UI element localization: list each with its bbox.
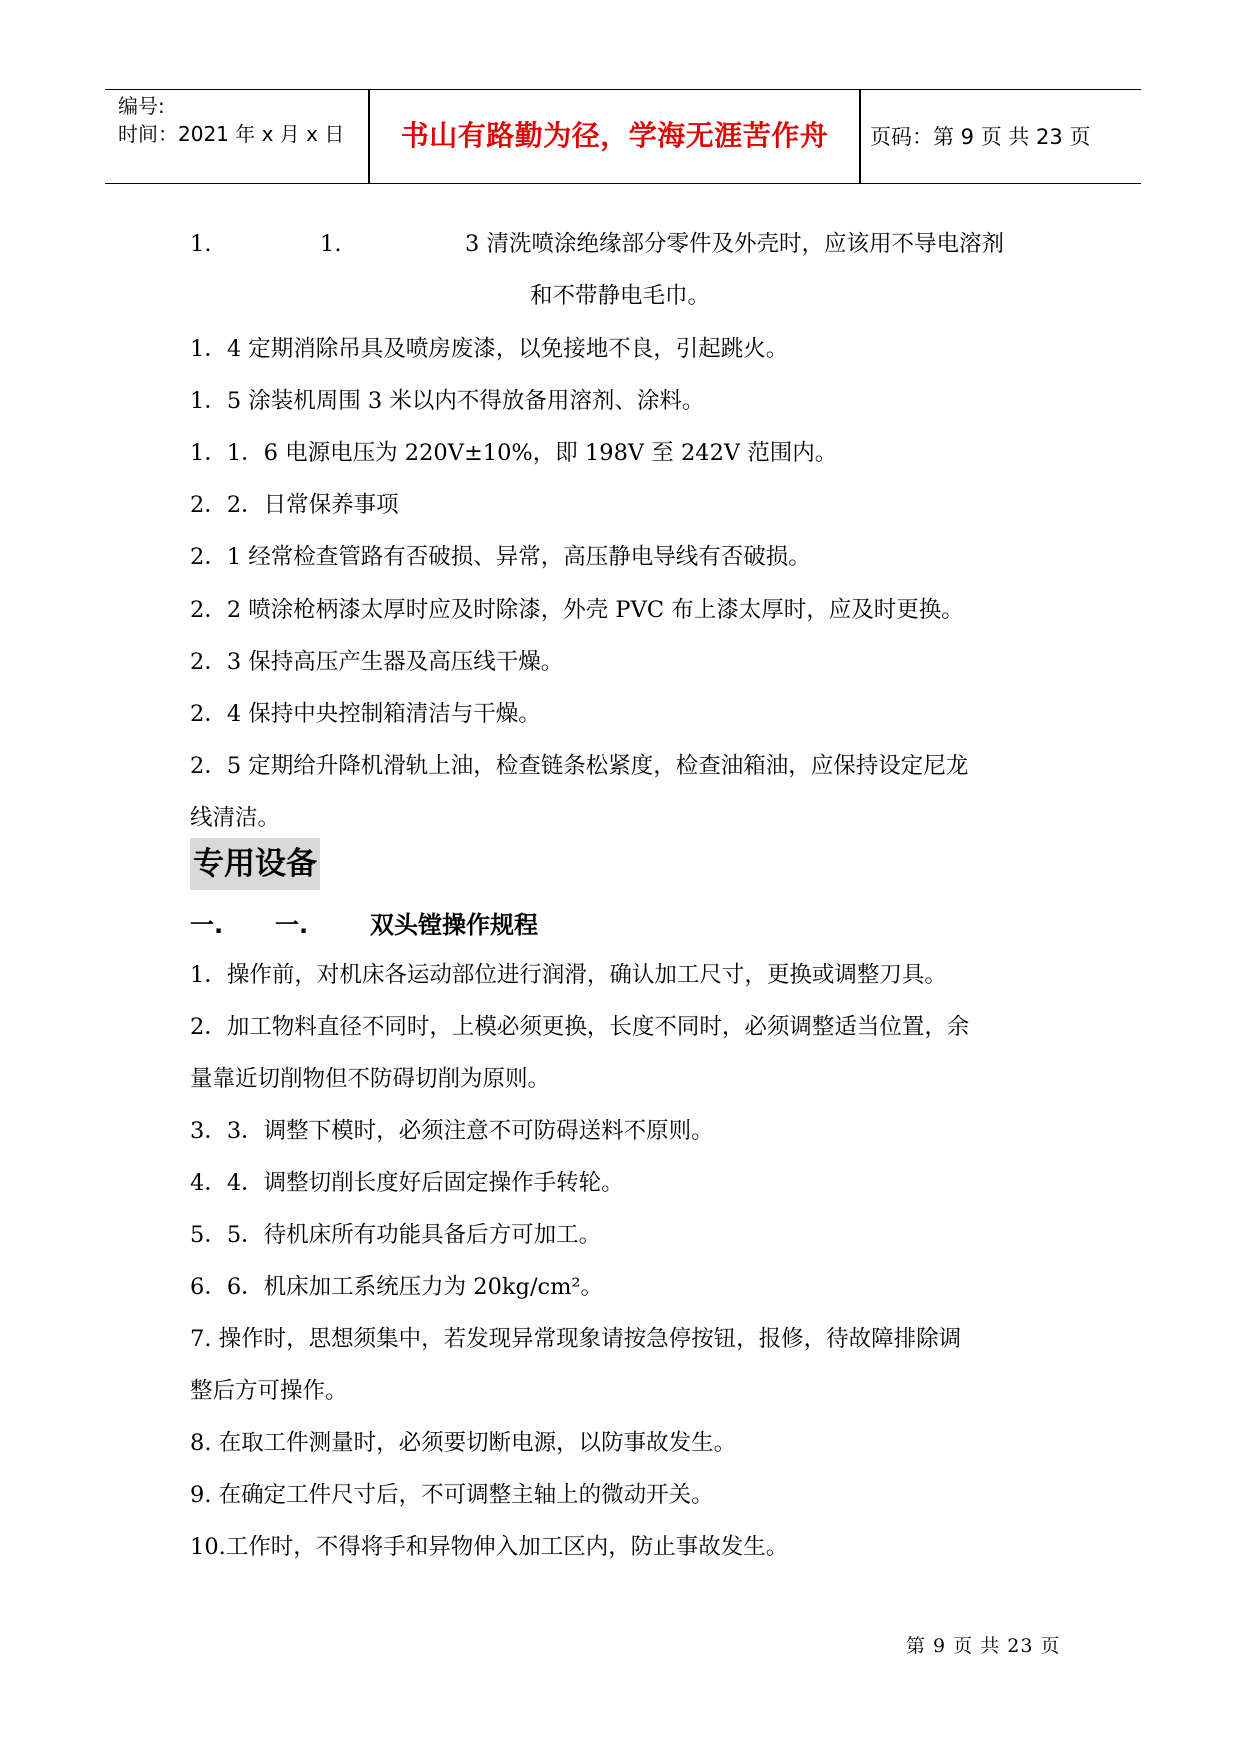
list-item: 2．加工物料直径不同时，上模必须更换，长度不同时，必须调整适当位置，余	[190, 1014, 970, 1040]
header-meta	[118, 92, 368, 148]
list-item-continuation: 量靠近切削物但不防碍切削为原则。	[190, 1066, 551, 1092]
header-divider	[859, 90, 861, 183]
list-number: 1.	[320, 231, 342, 257]
list-item: 1．1．6 电源电压为 220V±10%，即 198V 至 242V 范围内。	[190, 440, 838, 466]
sub-heading-title: 双头镗操作规程	[370, 911, 538, 939]
page-header	[105, 89, 1141, 184]
list-item: 10.工作时，不得将手和异物伸入加工区内，防止事故发生。	[190, 1534, 789, 1560]
header-motto: 书山有路勤为径，学海无涯苦作舟	[400, 119, 829, 152]
document-time-label: 时间：2021 年 x 月 x 日	[118, 122, 345, 146]
page-footer: 第 9 页 共 23 页	[906, 1635, 1061, 1657]
list-item: 9. 在确定工件尺寸后，不可调整主轴上的微动开关。	[190, 1482, 714, 1508]
list-item: 2．2．日常保养事项	[190, 492, 399, 518]
list-item: 6．6．机床加工系统压力为 20kg/cm²。	[190, 1274, 603, 1300]
sub-heading-number: 一.	[275, 911, 309, 939]
list-item: 5．5．待机床所有功能具备后方可加工。	[190, 1222, 602, 1248]
sub-heading-number: 一.	[190, 911, 224, 939]
list-item: 1．操作前，对机床各运动部位进行润滑，确认加工尺寸，更换或调整刀具。	[190, 962, 947, 988]
list-number: 1.	[190, 231, 212, 257]
list-item-continuation: 线清洁。	[190, 805, 281, 831]
list-item: 4．4．调整切削长度好后固定操作手转轮。	[190, 1170, 624, 1196]
list-item: 7. 操作时，思想须集中，若发现异常现象请按急停按钮，报修，待故障排除调	[190, 1326, 962, 1352]
list-item: 1．4 定期消除吊具及喷房废漆，以免接地不良，引起跳火。	[190, 336, 789, 362]
list-item-continuation: 和不带静电毛巾。	[530, 283, 711, 309]
list-item: 2．4 保持中央控制箱清洁与干燥。	[190, 701, 541, 727]
list-item: 3．3．调整下模时，必须注意不可防碍送料不原则。	[190, 1118, 714, 1144]
list-item: 2．2 喷涂枪柄漆太厚时应及时除漆，外壳 PVC 布上漆太厚时，应及时更换。	[190, 597, 964, 623]
list-item: 2．3 保持高压产生器及高压线干燥。	[190, 649, 564, 675]
list-item: 8. 在取工件测量时，必须要切断电源，以防事故发生。	[190, 1430, 737, 1456]
list-item: 2．5 定期给升降机滑轨上油，检查链条松紧度，检查油箱油，应保持设定尼龙	[190, 753, 969, 779]
sub-heading	[190, 908, 790, 942]
header-page-number: 页码：第 9 页 共 23 页	[870, 125, 1091, 149]
list-item	[190, 228, 1060, 260]
list-item: 2．1 经常检查管路有否破损、异常，高压静电导线有否破损。	[190, 544, 811, 570]
list-item: 1．5 涂装机周围 3 米以内不得放备用溶剂、涂料。	[190, 388, 705, 414]
list-text: 3 清洗喷涂绝缘部分零件及外壳时，应该用不导电溶剂	[465, 231, 1004, 257]
list-item-continuation: 整后方可操作。	[190, 1378, 348, 1404]
section-heading: 专用设备	[190, 838, 320, 890]
document-number-label: 编号:	[118, 94, 165, 118]
